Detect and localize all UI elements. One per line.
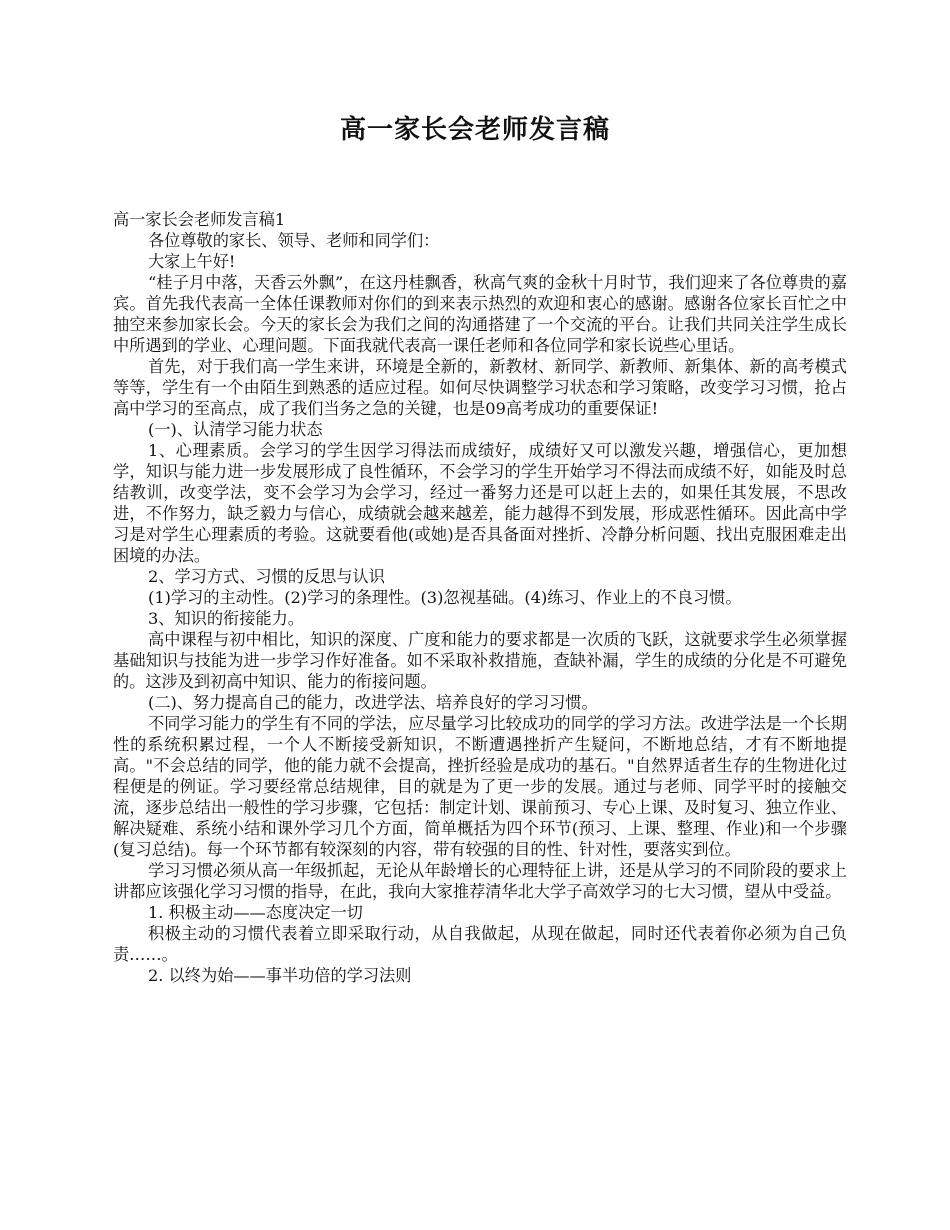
paragraph: 3、知识的衔接能力。: [148, 609, 304, 628]
paragraph: 1、心理素质。会学习的学生因学习得法而成绩好，成绩好又可以激发兴趣，增强信心，更加想学，知识与能力进一步发展形成了良性循环，不会学习的学生开始学习不得法而成绩不好，如能及时总结教训，改变学法，变不会学习为会学习，经过一番努力还是可以赶上去的，如果任其发展，不思改进，不作努力，缺乏毅力与信心，成绩就会越来越差，能力越得不到发展，形成恶性循环。因此高中学习是对学生心理素质的考验。这就要看他(或她)是否具备面对挫折、冷静分析问题、找出克服困难走出困境的办法。: [113, 441, 847, 565]
paragraph: 1. 积极主动——态度决定一切: [148, 903, 363, 922]
page-title: 高一家长会老师发言稿: [339, 115, 610, 145]
paragraph: 2、学习方式、习惯的反思与认识: [148, 567, 385, 586]
paragraph: 学习习惯必须从高一年级抓起，无论从年龄增长的心理特征上讲，还是从学习的不同阶段的要求上讲都应该强化学习习惯的指导，在此，我向大家推荐清华北大学子高效学习的七大习惯，望从中受益。: [113, 861, 847, 901]
paragraph: 积极主动的习惯代表着立即采取行动，从自我做起，从现在做起，同时还代表着你必须为自己负责……。: [113, 924, 847, 964]
paragraph: 高一家长会老师发言稿1: [113, 210, 286, 229]
paragraph: 各位尊敬的家长、领导、老师和同学们：: [148, 231, 440, 250]
paragraph: (1)学习的主动性。(2)学习的条理性。(3)忽视基础。(4)练习、作业上的不良习惯。: [148, 588, 742, 607]
paragraph: (二)、努力提高自己的能力，改进学法、培养良好的学习习惯。: [148, 693, 598, 712]
paragraph: (一)、认清学习能力状态: [148, 420, 323, 439]
paragraph: 不同学习能力的学生有不同的学法，应尽量学习比较成功的同学的学习方法。改进学法是一个长期性的系统积累过程，一个人不断接受新知识，不断遭遇挫折产生疑问，不断地总结，才有不断地提高。"不会总结的同学，他的能力就不会提高，挫折经验是成功的基石。"自然界适者生存的生物进化过程便是的例证。学习要经常总结规律，目的就是为了更一步的发展。通过与老师、同学平时的接触交流，逐步总结出一般性的学习步骤，它包括：制定计划、课前预习、专心上课、及时复习、独立作业、解决疑难、系统小结和课外学习几个方面，简单概括为四个环节(预习、上课、整理、作业)和一个步骤(复习总结)。每一个环节都有较深刻的内容，带有较强的目的性、针对性，要落实到位。: [113, 714, 847, 859]
document-body: [113, 209, 847, 986]
paragraph: 大家上午好!: [148, 252, 236, 271]
paragraph: 高中课程与初中相比，知识的深度、广度和能力的要求都是一次质的飞跃，这就要求学生必须掌握基础知识与技能为进一步学习作好准备。如不采取补救措施，查缺补漏，学生的成绩的分化是不可避免的。这涉及到初高中知识、能力的衔接问题。: [113, 630, 847, 691]
paragraph: 首先，对于我们高一学生来讲，环境是全新的，新教材、新同学、新教师、新集体、新的高考模式等等，学生有一个由陌生到熟悉的适应过程。如何尽快调整学习状态和学习策略，改变学习习惯，抢占高中学习的至高点，成了我们当务之急的关键，也是09高考成功的重要保证!: [113, 357, 847, 418]
paragraph: 2. 以终为始——事半功倍的学习法则: [148, 966, 412, 985]
paragraph: “桂子月中落，天香云外飘”，在这丹桂飘香，秋高气爽的金秋十月时节，我们迎来了各位尊贵的嘉宾。首先我代表高一全体任课教师对你们的到来表示热烈的欢迎和衷心的感谢。感谢各位家长百忙之中抽空来参加家长会。今天的家长会为我们之间的沟通搭建了一个交流的平台。让我们共同关注学生成长中所遇到的学业、心理问题。下面我就代表高一课任老师和各位同学和家长说些心里话。: [113, 273, 847, 355]
